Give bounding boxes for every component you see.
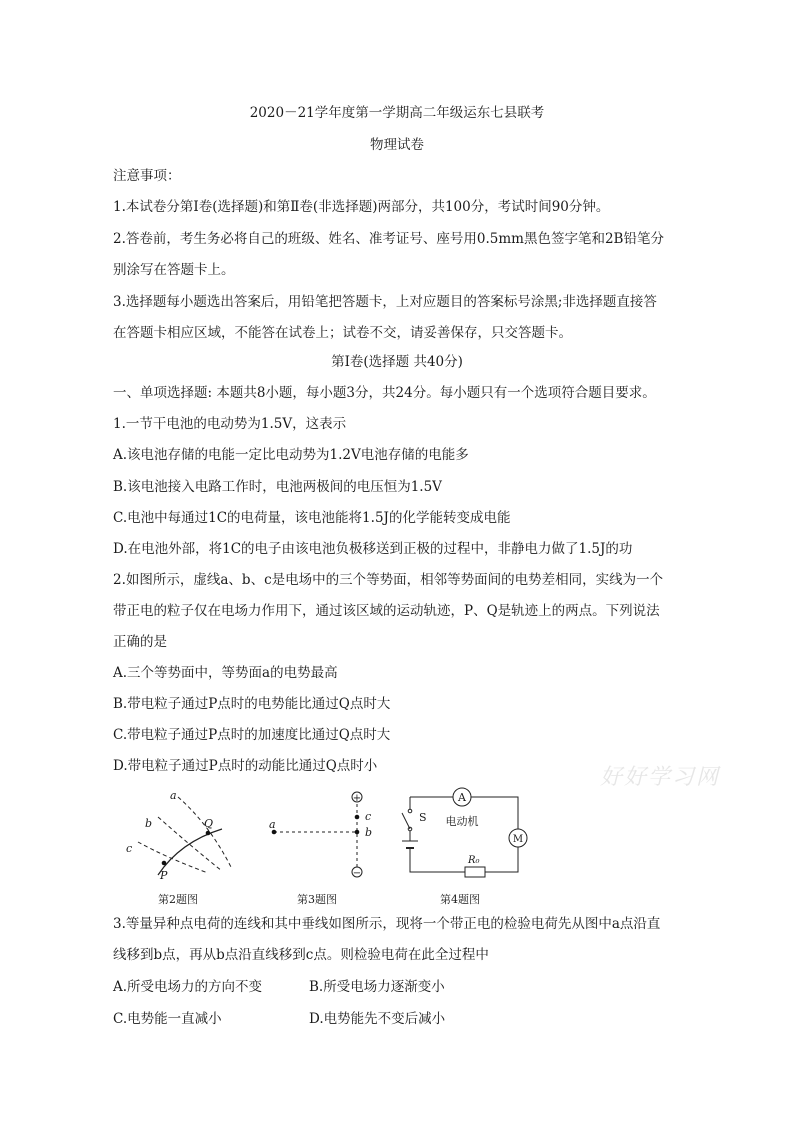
notice-line: 别涂写在答题卡上。 [113,262,235,278]
point-p [162,861,167,866]
motor-text: 电动机 [445,815,479,828]
label-q: Q [204,817,214,830]
positive-charge-sign: + [352,793,362,804]
question-2-option-c: C.带电粒子通过P点时的加速度比通过Q点时大 [113,727,391,743]
exam-subject: 物理试卷 [370,137,424,153]
notice-line: 在答题卡相应区域，不能答在试卷上；试卷不交，请妥善保存，只交答题卡。 [113,325,572,341]
figure-3-charges [262,787,380,882]
circuit-wire [410,797,518,872]
equipotential-a [178,797,232,869]
negative-charge-sign: − [352,868,362,879]
label-c: c [365,810,372,823]
switch-blade [402,813,410,829]
label-b: b [145,817,153,830]
label-b: b [365,826,373,839]
exam-title: 2020－21学年度第一学期高二年级运东七县联考 [249,105,545,121]
question-1-option-b: B.该电池接入电路工作时，电池两极间的电压恒为1.5V [113,479,442,495]
question-3-option-d: D.电势能先不变后减小 [309,1011,446,1027]
question-3-option-a: A.所受电场力的方向不变 [113,979,263,995]
question-2-stem: 2.如图所示，虚线a、b、c是电场中的三个等势面，相邻等势面间的电势差相同，实线为一个 [113,572,664,588]
motor-label: M [512,834,524,845]
question-2-option-d: D.带电粒子通过P点时的动能比通过Q点时小 [113,758,378,774]
question-2-stem: 正确的是 [113,634,167,650]
question-1-option-c: C.电池中每通过1C的电荷量，该电池能将1.5J的化学能转变成电能 [113,510,511,526]
question-3-option-c: C.电势能一直减小 [113,1011,222,1027]
switch-label: S [419,811,427,824]
label-c: c [126,842,133,855]
figure-4-caption: 第4题图 [440,893,480,906]
notice-heading: 注意事项： [113,168,181,184]
question-1-option-d: D.在电池外部，将1C的电子由该电池负极移送到正极的过程中，非静电力做了1.5J的功 [113,541,633,557]
question-3-stem: 3.等量异种点电荷的连线和其中垂线如图所示，现将一个带正电的检验电荷先从图中a点沿直 [113,916,661,932]
point-c [355,815,360,820]
section-title: 第Ⅰ卷(选择题 共40分) [331,354,463,370]
resistor-label: R₀ [468,855,480,866]
figure-2-caption: 第2题图 [158,893,198,906]
question-2-stem: 带正电的粒子仅在电场力作用下，通过该区域的运动轨迹，P、Q是轨迹上的两点。下列说法 [113,603,660,619]
question-3-stem: 线移到b点，再从b点沿直线移到c点。则检验电荷在此全过程中 [113,947,489,963]
watermark: 好好学习网 [600,765,721,790]
ammeter-label: A [458,791,466,804]
question-1-option-a: A.该电池存储的电能一定比电动势为1.2V电池存储的电能多 [113,447,469,463]
point-q [206,831,211,836]
notice-line: 2.答卷前，考生务必将自己的班级、姓名、准考证号、座号用0.5mm黑色签字笔和2B铅笔分 [113,231,664,247]
question-1-stem: 1.一节干电池的电动势为1.5V，这表示 [113,416,347,432]
question-2-option-a: A.三个等势面中，等势面a的电势最高 [113,665,338,681]
resistor [465,867,485,877]
section-instruction: 一、单项选择题: 本题共8小题，每小题3分，共24分。每小题只有一个选项符合题目要求。 [113,385,656,401]
label-a: a [170,789,177,802]
question-3-option-b: B.所受电场力逐渐变小 [309,979,445,995]
figure-2-equipotential [120,787,245,882]
notice-line: 3.选择题每小题选出答案后，用铅笔把答题卡，上对应题目的答案标号涂黑;非选择题直接答 [113,294,657,310]
figure-4-circuit [395,785,530,880]
figure-3-caption: 第3题图 [297,893,337,906]
notice-line: 1.本试卷分第Ⅰ卷(选择题)和第Ⅱ卷(非选择题)两部分，共100分，考试时间90分钟。 [113,199,610,215]
switch-terminal [408,809,412,813]
label-a: a [269,818,276,831]
point-b [355,830,360,835]
question-2-option-b: B.带电粒子通过P点时的电势能比通过Q点时大 [113,696,391,712]
label-p: P [160,869,168,882]
